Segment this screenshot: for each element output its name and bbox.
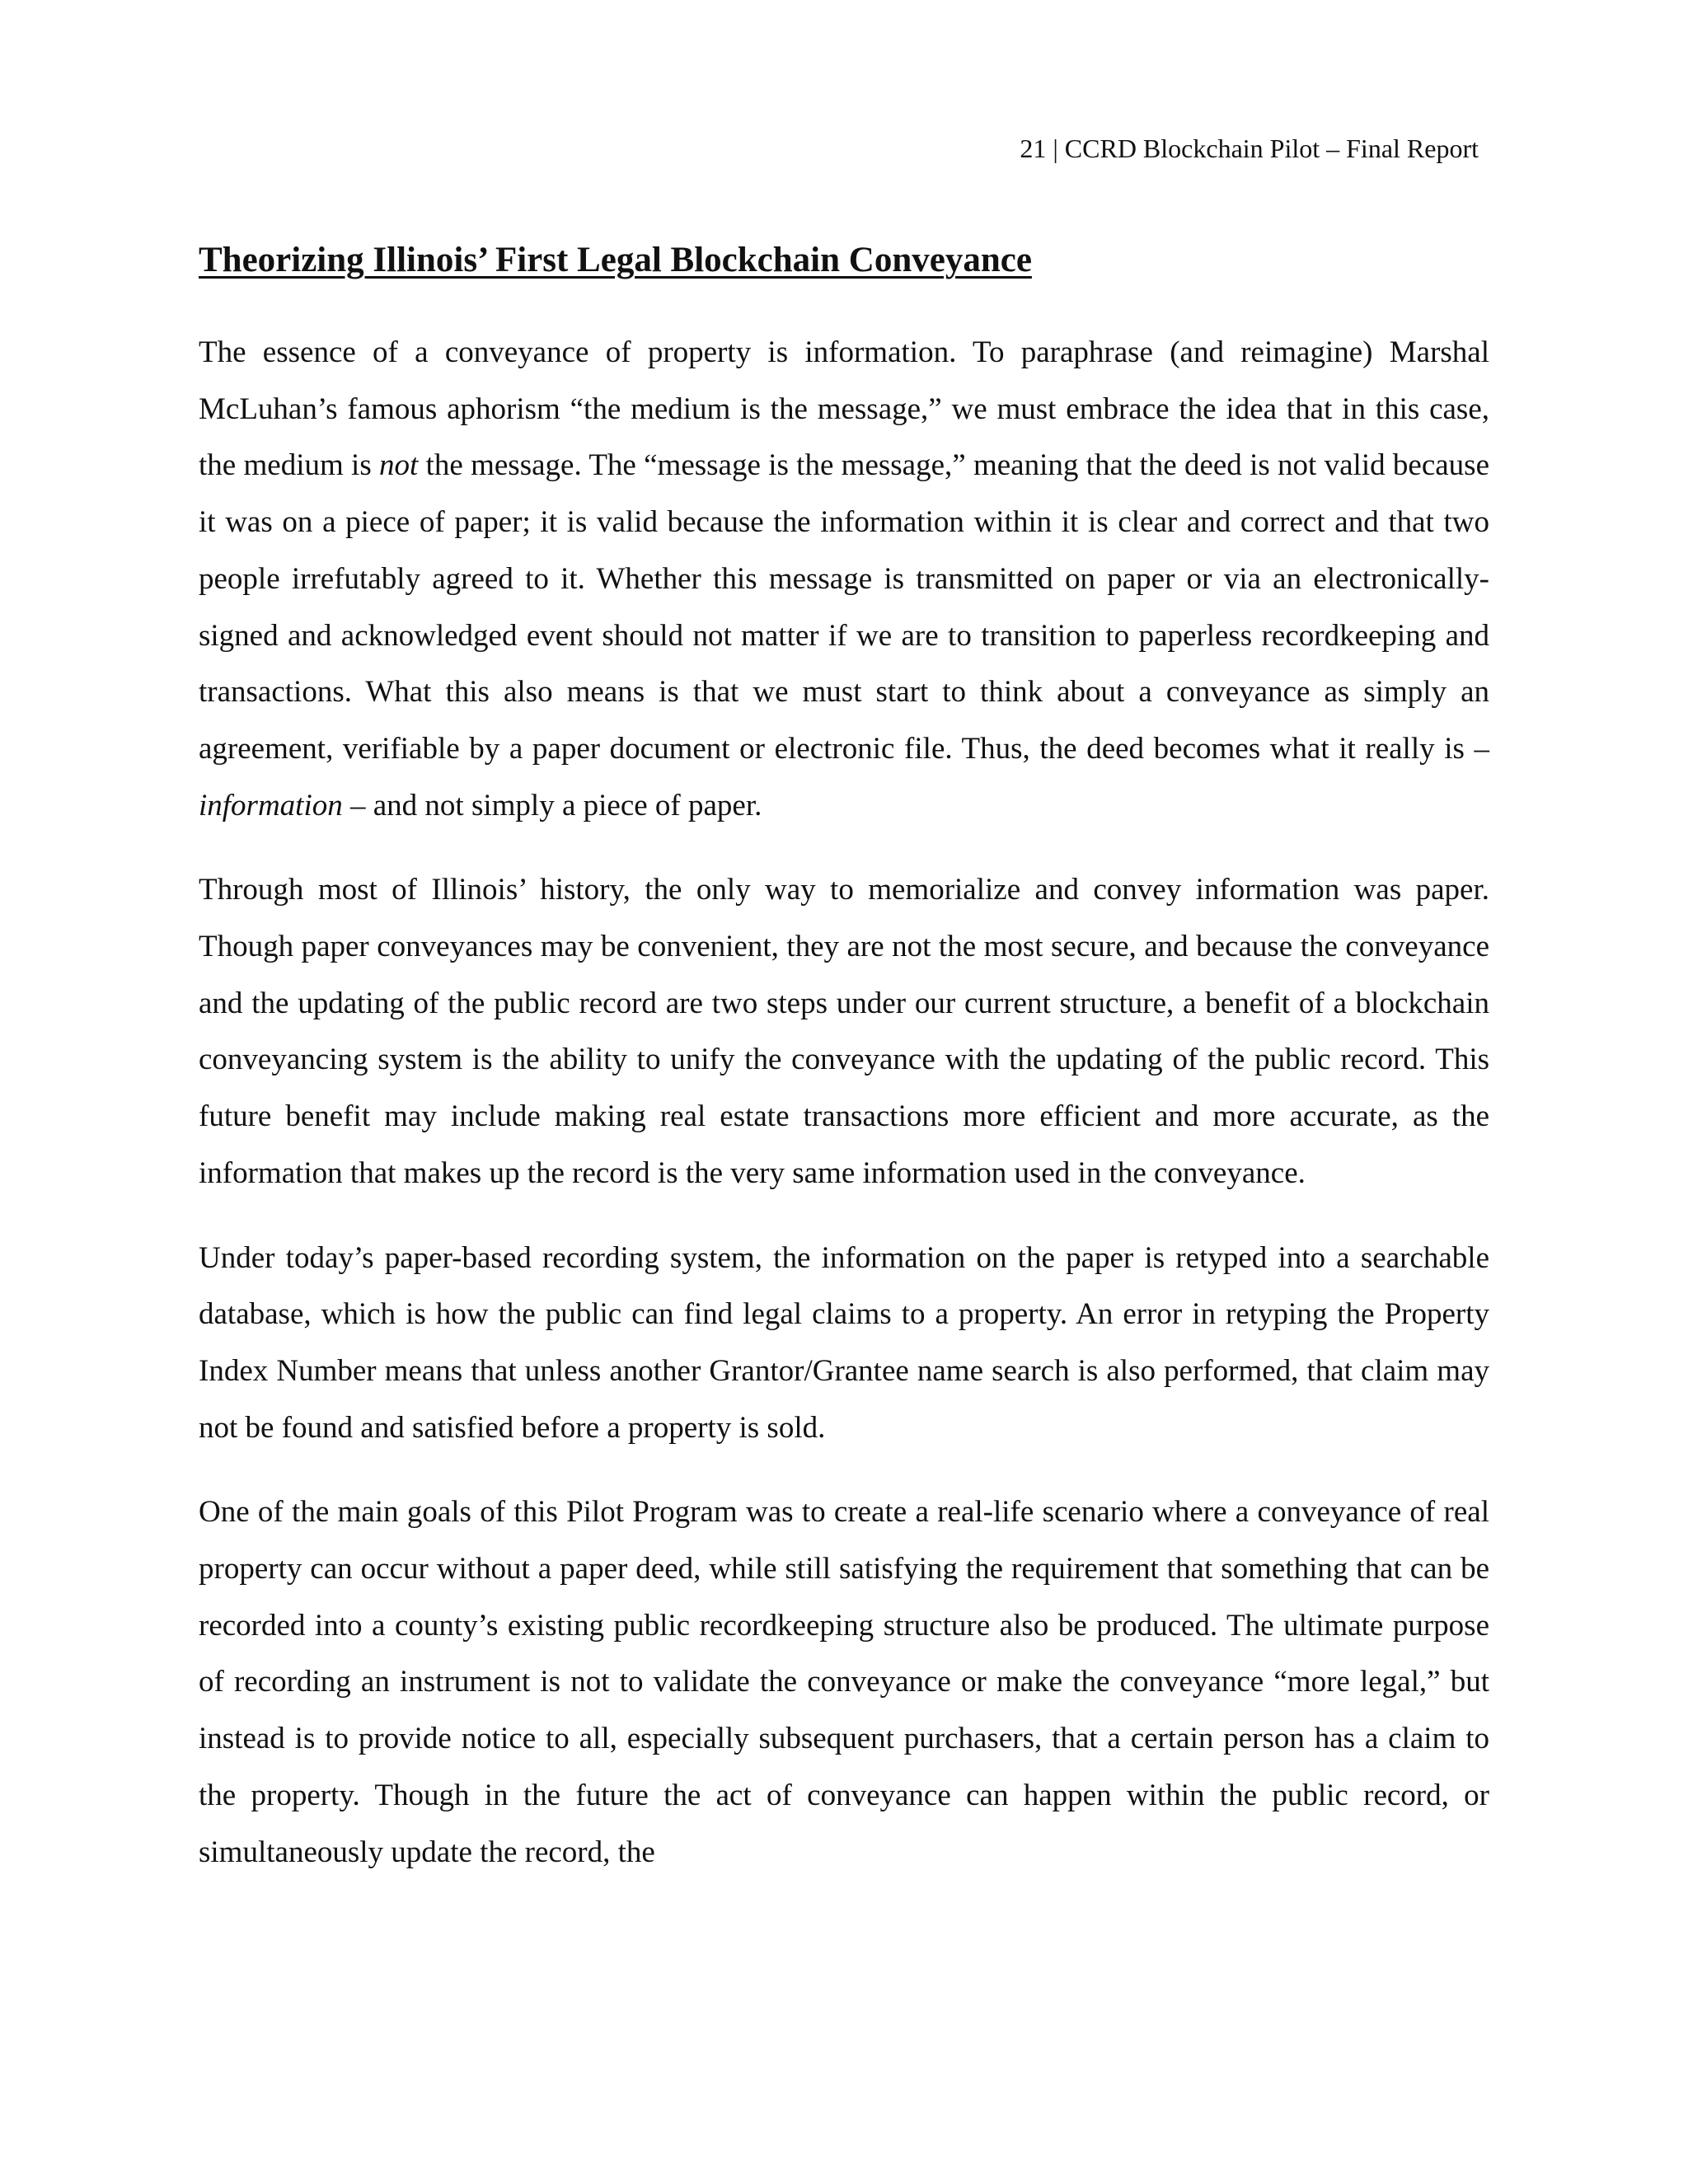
section-title: Theorizing Illinois’ First Legal Blockchain Conveyance <box>199 241 1032 279</box>
emphasis-information: information <box>199 788 343 823</box>
paragraph-1-part-a: The essence of a conveyance of property is information. To paraphrase (and reimagine) Marshal McLuhan’s famous aphorism “the medium is the message,” we must embrace the idea that in this case, the medium is <box>199 335 1489 483</box>
paragraph-2: Through most of Illinois’ history, the only way to memorialize and convey information was paper. Though paper conveyances may be convenient, they are not the most secure, and because the conveyance and the updating of the public record are two steps under our current structure, a benefit of a blockchain conveyancing system is the ability to unify the conveyance with the updating of the public record. This future benefit may include making real estate transactions more efficient and more accurate, as the information that makes up the record is the very same information used in the conveyance. <box>199 873 1489 1190</box>
body-text <box>199 325 1489 1909</box>
paragraph-4: One of the main goals of this Pilot Program was to create a real-life scenario where a conveyance of real property can occur without a paper deed, while still satisfying the requirement that something that can be recorded into a county’s existing public recordkeeping structure also be produced. The ultimate purpose of recording an instrument is not to validate the conveyance or make the conveyance “more legal,” but instead is to provide notice to all, especially subsequent purchasers, that a certain person has a claim to the property. Though in the future the act of conveyance can happen within the public record, or simultaneously update the record, the <box>199 1495 1489 1869</box>
paragraph-1-part-c: – and not simply a piece of paper. <box>342 788 762 823</box>
emphasis-not: not <box>379 448 419 483</box>
paragraph-3: Under today’s paper-based recording system, the information on the paper is retyped into a searchable database, which is how the public can find legal claims to a property. An error in retyping the Property Index Number means that unless another Grantor/Grantee name search is also performed, that claim may not be found and satisfied before a property is sold. <box>199 1240 1489 1445</box>
running-header: 21 | CCRD Blockchain Pilot – Final Report <box>1020 134 1479 163</box>
paragraph-1 <box>199 325 1489 834</box>
paragraph-1-part-b: the message. The “message is the message,” meaning that the deed is not valid because it was on a piece of paper; it is valid because the information within it is clear and correct and that two people irrefutably agreed to it. Whether this message is transmitted on paper or via an electronically-signed and acknowledged event should not matter if we are to transition to paperless recordkeeping and transactions. What this also means is that we must start to think about a conveyance as simply an agreement, verifiable by a paper document or electronic file. Thus, the deed becomes what it really is – <box>199 448 1489 766</box>
